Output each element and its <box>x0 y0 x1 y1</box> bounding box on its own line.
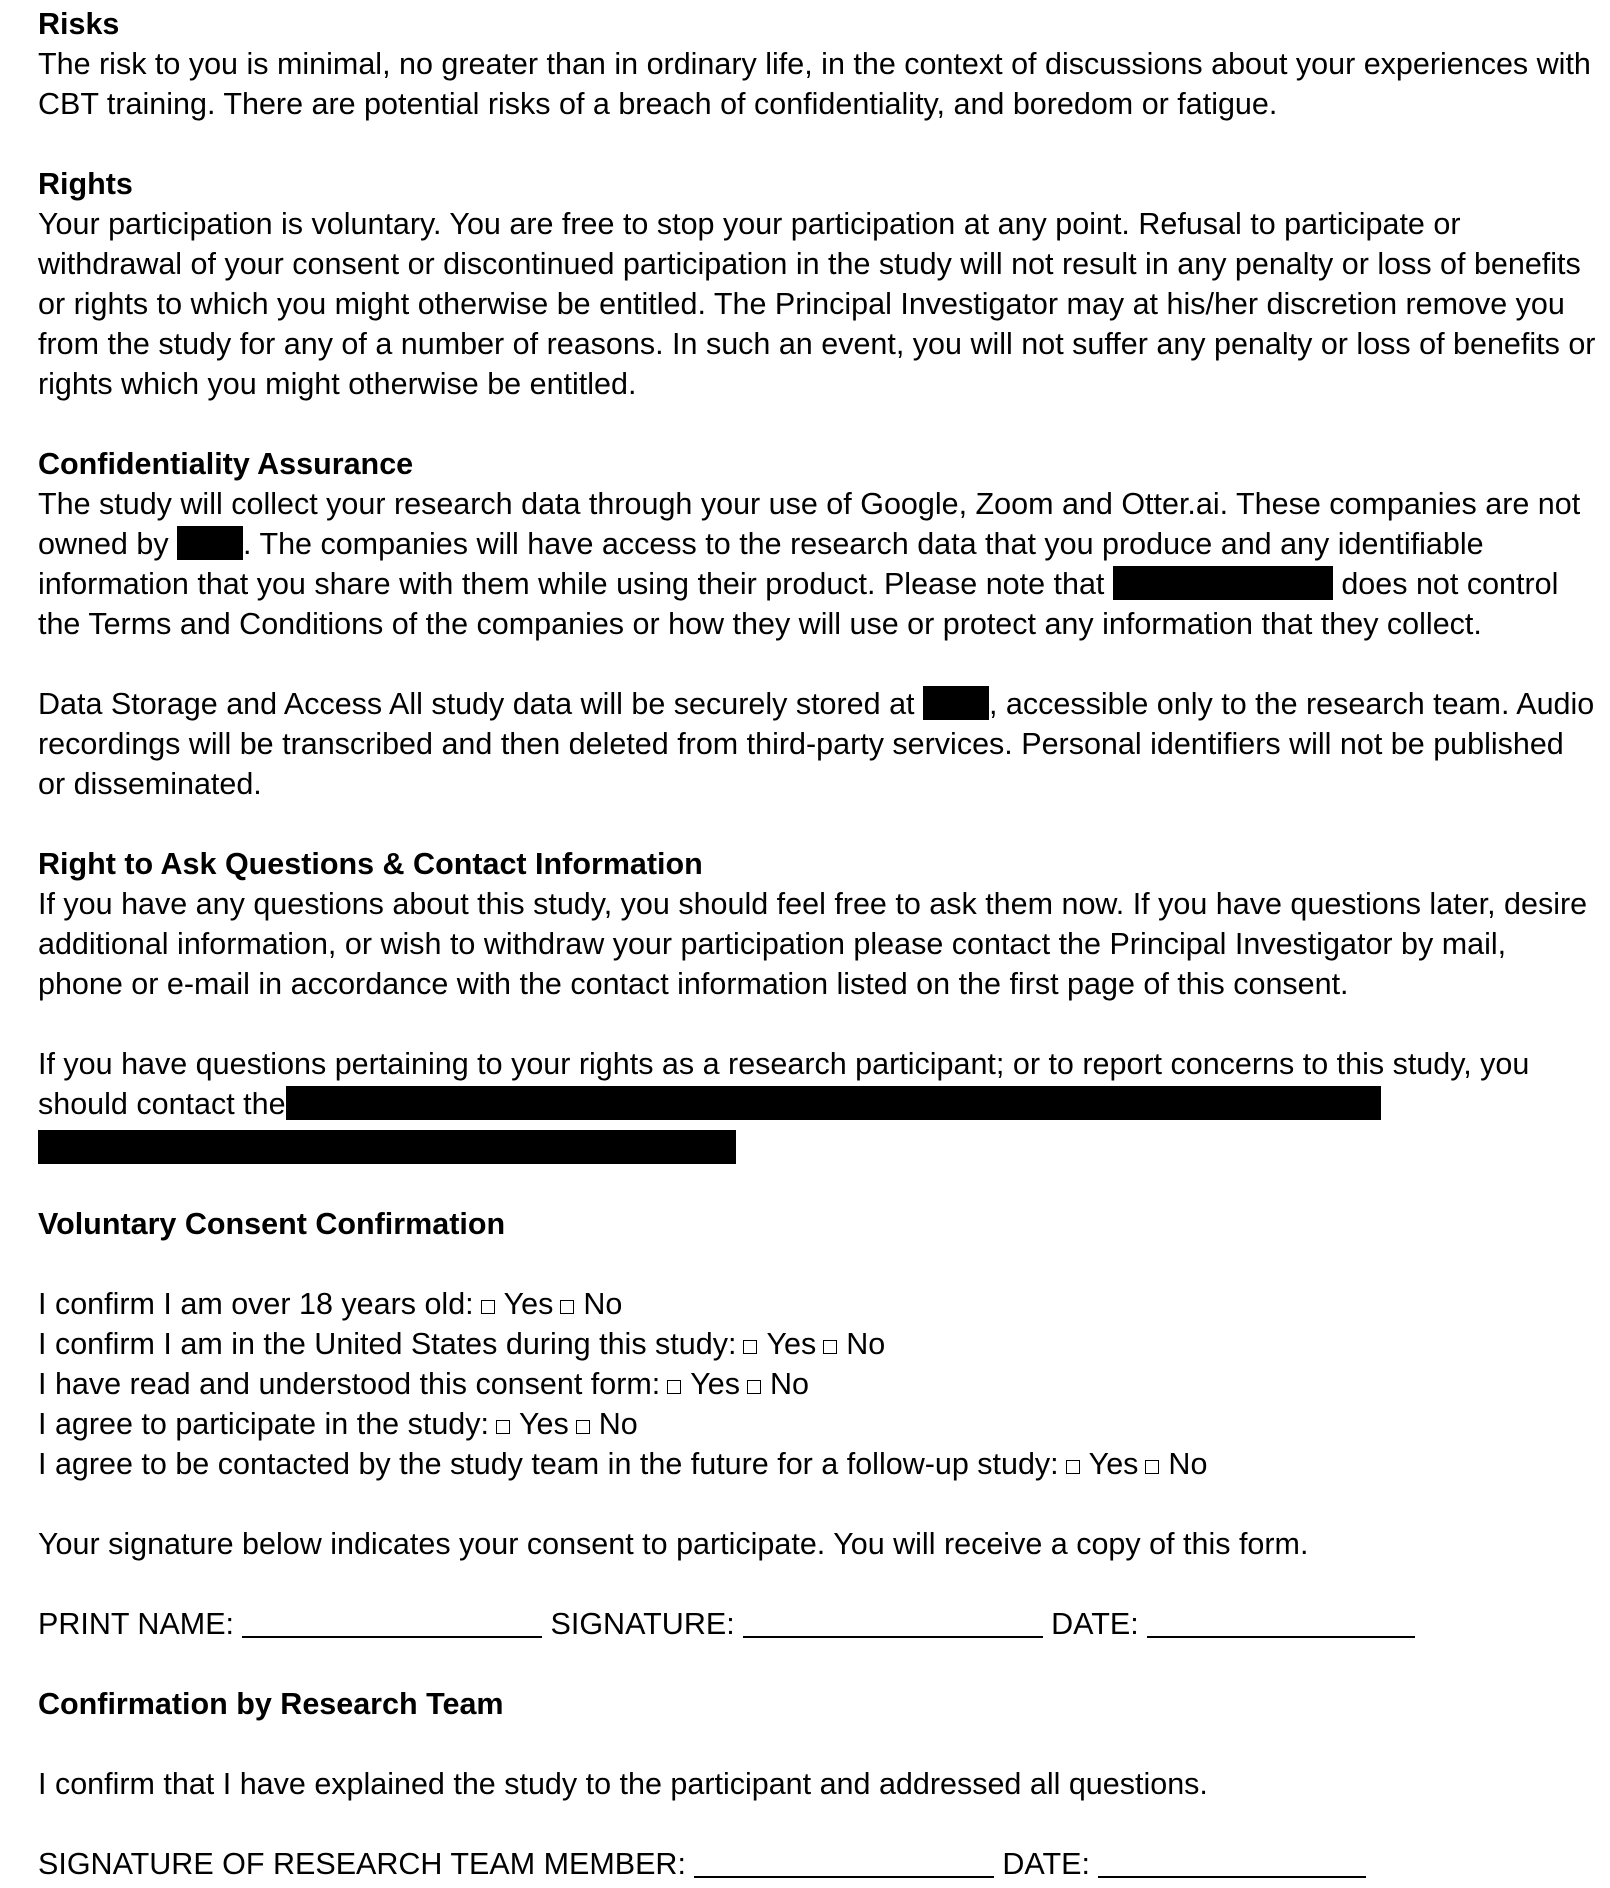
print-name-label: PRINT NAME: <box>38 1607 235 1641</box>
consent-item-label: I confirm I am in the United States during this study: <box>38 1327 737 1361</box>
yes-checkbox[interactable] <box>1066 1460 1080 1474</box>
confidentiality-text <box>38 484 1598 644</box>
yes-checkbox[interactable] <box>743 1340 757 1354</box>
questions-text: If you have any questions about this study, you should feel free to ask them now. If you have questions later, desire additional information, or wish to withdraw your participation please contact the Principal Investigator by mail, phone or e-mail in accordance with the contact information listed on the first page of this consent. <box>38 887 1588 1001</box>
rights-heading: Rights <box>38 167 133 201</box>
consent-item <box>38 1324 1598 1364</box>
rights-text: Your participation is voluntary. You are free to stop your participation at any point. Refusal to participate or withdrawal of your consent or discontinued participation in the study will not result in any penalty or loss of benefits or rights to which you might otherwise be entitled. The Principal Investigator may at his/her discretion remove you from the study for any of a number of reasons. In such an event, you will not suffer any penalty or loss of benefits or rights which you might otherwise be entitled. <box>38 207 1596 401</box>
participant-signature-row <box>38 1604 1598 1644</box>
data-storage-text <box>38 684 1598 804</box>
consent-item <box>38 1364 1598 1404</box>
rights-contact-text <box>38 1044 1598 1124</box>
signature-note: Your signature below indicates your consent to participate. You will receive a copy of this form. <box>38 1527 1309 1561</box>
confidentiality-text-3: does not control the Terms and Conditions of the companies or how they will use or protect any information that they collect. <box>38 567 1559 641</box>
consent-item <box>38 1284 1598 1324</box>
no-label: No <box>598 1407 638 1441</box>
yes-checkbox[interactable] <box>496 1420 510 1434</box>
confidentiality-heading: Confidentiality Assurance <box>38 447 414 481</box>
consent-item-label: I have read and understood this consent form: <box>38 1367 661 1401</box>
no-checkbox[interactable] <box>823 1340 837 1354</box>
no-checkbox[interactable] <box>1145 1460 1159 1474</box>
no-checkbox[interactable] <box>747 1380 761 1394</box>
yes-label: Yes <box>503 1287 554 1321</box>
yes-checkbox[interactable] <box>481 1300 495 1314</box>
team-heading: Confirmation by Research Team <box>38 1687 504 1721</box>
yes-checkbox[interactable] <box>667 1380 681 1394</box>
redacted-block <box>177 526 243 560</box>
confidentiality-text-2: . The companies will have access to the research data that you produce and any identifiable information that you share with them while using their product. Please note that <box>38 527 1484 601</box>
no-label: No <box>846 1327 886 1361</box>
consent-item-label: I confirm I am over 18 years old: <box>38 1287 474 1321</box>
redacted-block <box>1113 566 1333 600</box>
redacted-block <box>286 1086 1381 1120</box>
no-label: No <box>770 1367 810 1401</box>
date-field[interactable] <box>1147 1608 1415 1638</box>
consent-item-list <box>38 1284 1598 1484</box>
team-signature-row <box>38 1844 1598 1884</box>
no-label: No <box>583 1287 623 1321</box>
signature-field[interactable] <box>743 1608 1043 1638</box>
signature-label: SIGNATURE: <box>550 1607 735 1641</box>
questions-heading: Right to Ask Questions & Contact Information <box>38 847 703 881</box>
risks-heading: Risks <box>38 7 120 41</box>
consent-item-label: I agree to participate in the study: <box>38 1407 489 1441</box>
confidentiality-text-1: The study will collect your research data through your use of Google, Zoom and Otter.ai. These companies are not owned by <box>38 487 1581 561</box>
team-date-field[interactable] <box>1098 1848 1366 1878</box>
yes-label: Yes <box>766 1327 817 1361</box>
consent-heading: Voluntary Consent Confirmation <box>38 1207 506 1241</box>
no-label: No <box>1168 1447 1208 1481</box>
yes-label: Yes <box>519 1407 569 1441</box>
consent-item <box>38 1404 1598 1444</box>
no-checkbox[interactable] <box>576 1420 590 1434</box>
yes-label: Yes <box>690 1367 741 1401</box>
risks-text: The risk to you is minimal, no greater than in ordinary life, in the context of discussions about your experiences with CBT training. There are potential risks of a breach of confidentiality, and boredom or fatigue. <box>38 47 1591 121</box>
no-checkbox[interactable] <box>560 1300 574 1314</box>
team-signature-field[interactable] <box>694 1848 994 1878</box>
print-name-field[interactable] <box>242 1608 542 1638</box>
data-storage-text-2: , accessible only to the research team. Audio recordings will be transcribed and then deleted from third-party services. Personal identifiers will not be published or disseminated. <box>38 687 1595 801</box>
yes-label: Yes <box>1088 1447 1139 1481</box>
team-signature-label: SIGNATURE OF RESEARCH TEAM MEMBER: <box>38 1847 686 1881</box>
team-text: I confirm that I have explained the study to the participant and addressed all questions. <box>38 1767 1208 1801</box>
data-storage-text-1: Data Storage and Access All study data will be securely stored at <box>38 687 923 721</box>
consent-item <box>38 1444 1598 1484</box>
consent-item-label: I agree to be contacted by the study team in the future for a follow-up study: <box>38 1447 1059 1481</box>
redacted-block <box>38 1130 736 1164</box>
rights-contact-label: If you have questions pertaining to your rights as a research participant; or to report concerns to this study, you should contact the <box>38 1047 1530 1121</box>
redacted-block <box>923 686 989 720</box>
team-date-label: DATE: <box>1002 1847 1090 1881</box>
consent-document <box>38 4 1598 1884</box>
date-label: DATE: <box>1051 1607 1139 1641</box>
